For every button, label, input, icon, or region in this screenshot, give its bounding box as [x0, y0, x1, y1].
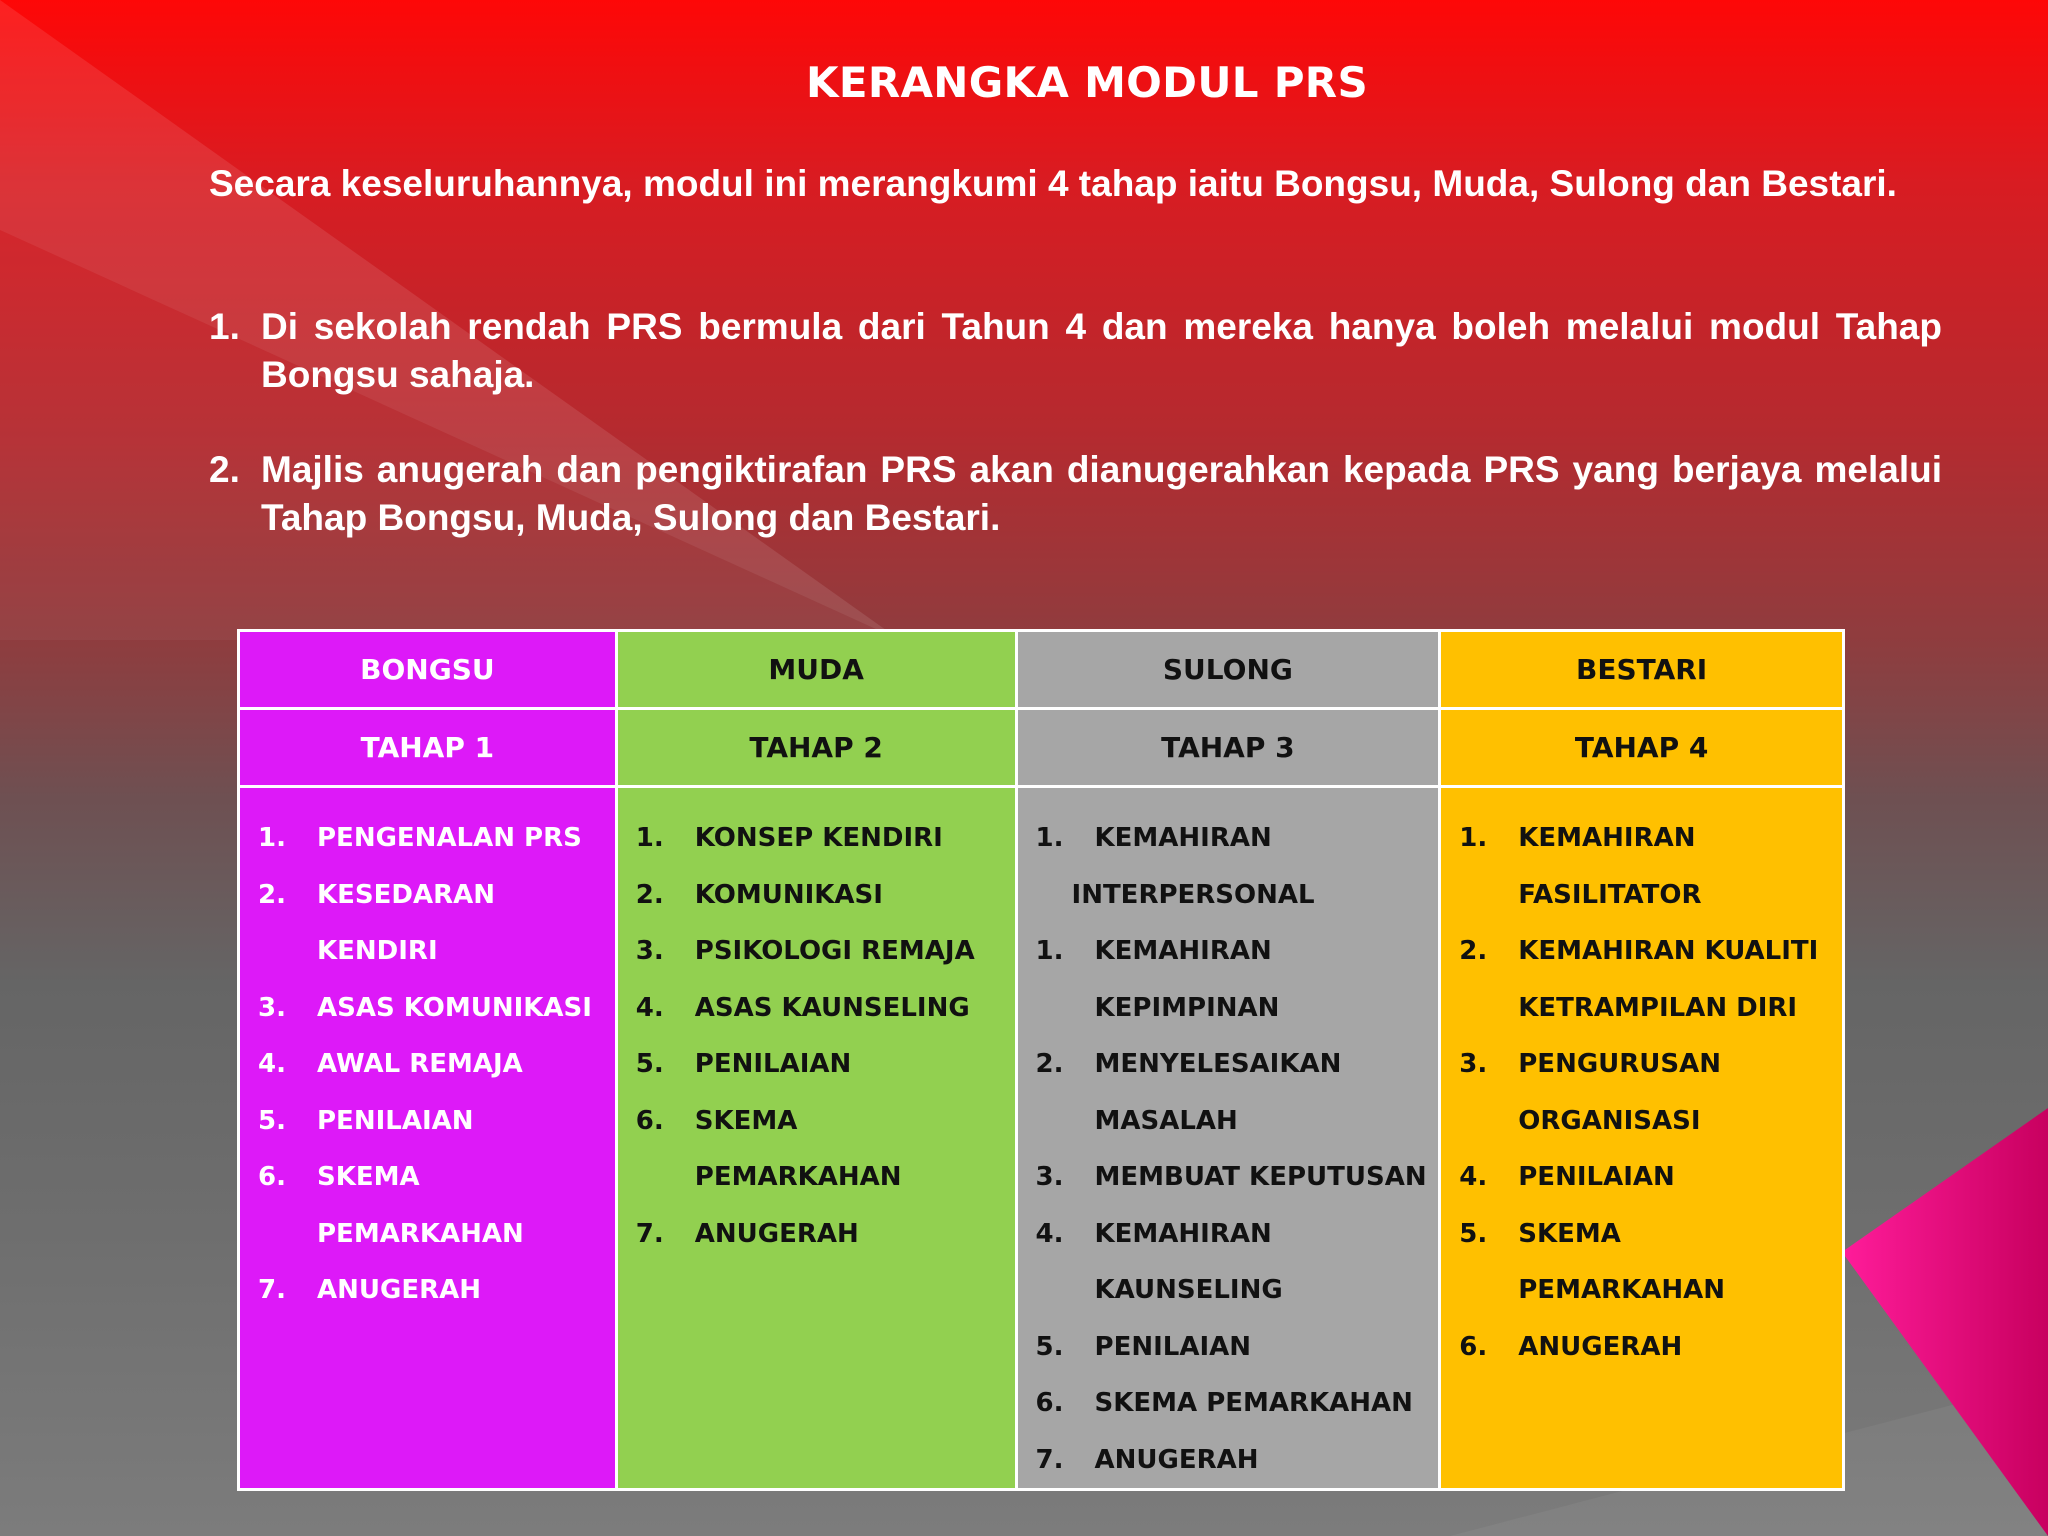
item-number: 5.: [635, 1049, 664, 1079]
list-item: [1018, 867, 1439, 924]
item-number: 4.: [635, 992, 664, 1023]
item-text: SKEMA: [1518, 1218, 1621, 1249]
list-item: [1018, 980, 1439, 1037]
item-number: 7.: [635, 1218, 664, 1249]
item-text: PEMARKAHAN: [317, 1218, 524, 1249]
column-body: [618, 788, 1015, 1488]
list-item: [618, 980, 1015, 1037]
item-text: PENGURUSAN: [1518, 1049, 1722, 1079]
list-item: [1441, 1319, 1842, 1376]
column-header: BESTARI: [1441, 632, 1842, 707]
item-text: KESEDARAN: [317, 879, 496, 910]
item-number: [1441, 980, 1518, 1037]
list-item: [1018, 1206, 1439, 1263]
item-number: [1441, 867, 1518, 924]
item-number: 4.: [258, 1049, 286, 1079]
item-text: MASALAH: [1094, 1105, 1238, 1136]
point-2-text: Majlis anugerah dan pengiktirafan PRS akan dianugerahkan kepada PRS yang berjaya melalui Tahap Bongsu, Muda, Sulong dan Bestari.: [261, 449, 1942, 538]
item-number: 3.: [258, 992, 286, 1023]
column-header: BONGSU: [240, 632, 615, 707]
list-item: [618, 1206, 1015, 1263]
item-number: 4.: [1035, 1218, 1064, 1249]
list-item: [240, 867, 615, 924]
item-number: 3.: [1459, 1049, 1488, 1079]
item-number: 3.: [1035, 1162, 1064, 1192]
item-number: 6.: [635, 1105, 664, 1136]
list-item: [240, 1149, 615, 1206]
point-2: [209, 446, 1942, 542]
item-number: 5.: [258, 1105, 286, 1136]
item-number: [240, 923, 317, 980]
list-item: [1441, 1149, 1842, 1206]
stage-label: TAHAP 2: [618, 710, 1015, 785]
item-number: 7.: [258, 1275, 286, 1305]
list-item: [1018, 1036, 1439, 1093]
column-header: SULONG: [1018, 632, 1439, 707]
module-table: [237, 629, 1845, 1491]
list-item: [618, 923, 1015, 980]
item-number: [618, 1149, 695, 1206]
list-item: [240, 1093, 615, 1150]
list-item: [240, 1262, 615, 1319]
item-number: 1.: [1459, 823, 1488, 853]
list-item: [1018, 1375, 1439, 1432]
list-item: [618, 1149, 1015, 1206]
stage-label: TAHAP 4: [1441, 710, 1842, 785]
item-number: 2.: [635, 879, 664, 910]
item-text: SKEMA: [694, 1105, 798, 1136]
point-2-number: 2.: [209, 449, 240, 490]
item-text: KENDIRI: [317, 936, 438, 966]
item-number: 6.: [1459, 1331, 1488, 1362]
list-item: [1441, 1262, 1842, 1319]
item-number: 1.: [258, 823, 286, 853]
column-muda: [618, 632, 1015, 1488]
item-text: ASAS KOMUNIKASI: [317, 992, 592, 1023]
item-number: 2.: [258, 879, 286, 910]
item-text: KAUNSELING: [1094, 1275, 1283, 1305]
item-number: 1.: [1035, 936, 1064, 966]
column-bongsu: [240, 632, 615, 1488]
item-number: 1.: [1035, 823, 1064, 853]
list-item: [618, 1036, 1015, 1093]
item-number: [1018, 1093, 1095, 1150]
list-item: [240, 1036, 615, 1093]
list-item: [1441, 1093, 1842, 1150]
column-body: [1018, 788, 1439, 1488]
list-item: [1441, 810, 1842, 867]
item-text: FASILITATOR: [1518, 879, 1702, 910]
list-item: [1441, 980, 1842, 1037]
item-text: ORGANISASI: [1518, 1105, 1701, 1136]
page-title: KERANGKA MODUL PRS: [805, 58, 1368, 107]
item-number: 3.: [635, 936, 664, 966]
list-item: [618, 867, 1015, 924]
item-text: KEMAHIRAN: [1094, 823, 1272, 853]
item-text: PENILAIAN: [317, 1105, 474, 1136]
list-item: [1018, 1262, 1439, 1319]
item-number: [240, 1206, 317, 1263]
item-number: 6.: [1035, 1388, 1064, 1418]
list-item: [1441, 923, 1842, 980]
item-text: PSIKOLOGI REMAJA: [694, 936, 975, 966]
item-number: 4.: [1459, 1162, 1488, 1192]
item-text: ANUGERAH: [1518, 1331, 1683, 1362]
list-item: [1018, 810, 1439, 867]
list-item: [618, 1093, 1015, 1150]
column-sulong: [1018, 632, 1439, 1488]
item-number: [1018, 980, 1095, 1037]
item-text: KOMUNIKASI: [694, 879, 883, 910]
item-text: ANUGERAH: [694, 1218, 859, 1249]
item-text: PEMARKAHAN: [1518, 1275, 1725, 1305]
item-text: INTERPERSONAL: [1071, 879, 1315, 910]
item-text: PENILAIAN: [694, 1049, 852, 1079]
item-text: PENILAIAN: [1094, 1331, 1252, 1362]
item-number: 2.: [1459, 936, 1488, 966]
point-1-number: 1.: [209, 306, 240, 347]
list-item: [240, 923, 615, 980]
item-number: 5.: [1459, 1218, 1488, 1249]
item-text: ANUGERAH: [1094, 1444, 1259, 1475]
item-number: [1441, 1093, 1518, 1150]
item-number: 7.: [1035, 1444, 1064, 1475]
item-text: SKEMA: [317, 1162, 420, 1192]
list-item: [1441, 867, 1842, 924]
column-body: [1441, 788, 1842, 1488]
item-number: [1441, 1262, 1518, 1319]
column-bestari: [1441, 632, 1842, 1488]
item-text: ANUGERAH: [317, 1275, 481, 1305]
item-number: [1018, 1262, 1095, 1319]
item-text: KETRAMPILAN DIRI: [1518, 992, 1798, 1023]
list-item: [240, 980, 615, 1037]
item-text: MENYELESAIKAN: [1094, 1049, 1342, 1079]
list-item: [1018, 923, 1439, 980]
list-item: [240, 810, 615, 867]
point-1: [209, 303, 1942, 399]
list-item: [1441, 1206, 1842, 1263]
item-text: KEMAHIRAN: [1094, 936, 1272, 966]
item-number: 5.: [1035, 1331, 1064, 1362]
stage-label: TAHAP 1: [240, 710, 615, 785]
item-text: PEMARKAHAN: [694, 1162, 902, 1192]
item-text: MEMBUAT KEPUTUSAN: [1094, 1162, 1427, 1192]
intro-paragraph: Secara keseluruhannya, modul ini merangkumi 4 tahap iaitu Bongsu, Muda, Sulong dan Bestari.: [209, 163, 1897, 204]
item-number: 2.: [1035, 1049, 1064, 1079]
list-item: [240, 1206, 615, 1263]
point-1-text: Di sekolah rendah PRS bermula dari Tahun 4 dan mereka hanya boleh melalui modul Tahap Bongsu sahaja.: [261, 306, 1942, 395]
stage-label: TAHAP 3: [1018, 710, 1439, 785]
list-item: [1018, 1319, 1439, 1376]
list-item: [1018, 1149, 1439, 1206]
item-number: 6.: [258, 1162, 286, 1192]
list-item: [618, 810, 1015, 867]
item-text: PENILAIAN: [1518, 1162, 1675, 1192]
column-header: MUDA: [618, 632, 1015, 707]
list-item: [1018, 1432, 1439, 1489]
item-text: KEPIMPINAN: [1094, 992, 1280, 1023]
item-text: SKEMA PEMARKAHAN: [1094, 1388, 1413, 1418]
item-text: KEMAHIRAN KUALITI: [1518, 936, 1819, 966]
item-text: KEMAHIRAN: [1094, 1218, 1272, 1249]
item-text: KONSEP KENDIRI: [694, 823, 943, 853]
list-item: [1018, 1093, 1439, 1150]
item-text: AWAL REMAJA: [317, 1049, 523, 1079]
item-number: 1.: [635, 823, 664, 853]
column-body: [240, 788, 615, 1488]
item-text: ASAS KAUNSELING: [694, 992, 970, 1023]
item-text: PENGENALAN PRS: [317, 823, 582, 853]
list-item: [1441, 1036, 1842, 1093]
item-text: KEMAHIRAN: [1518, 823, 1696, 853]
